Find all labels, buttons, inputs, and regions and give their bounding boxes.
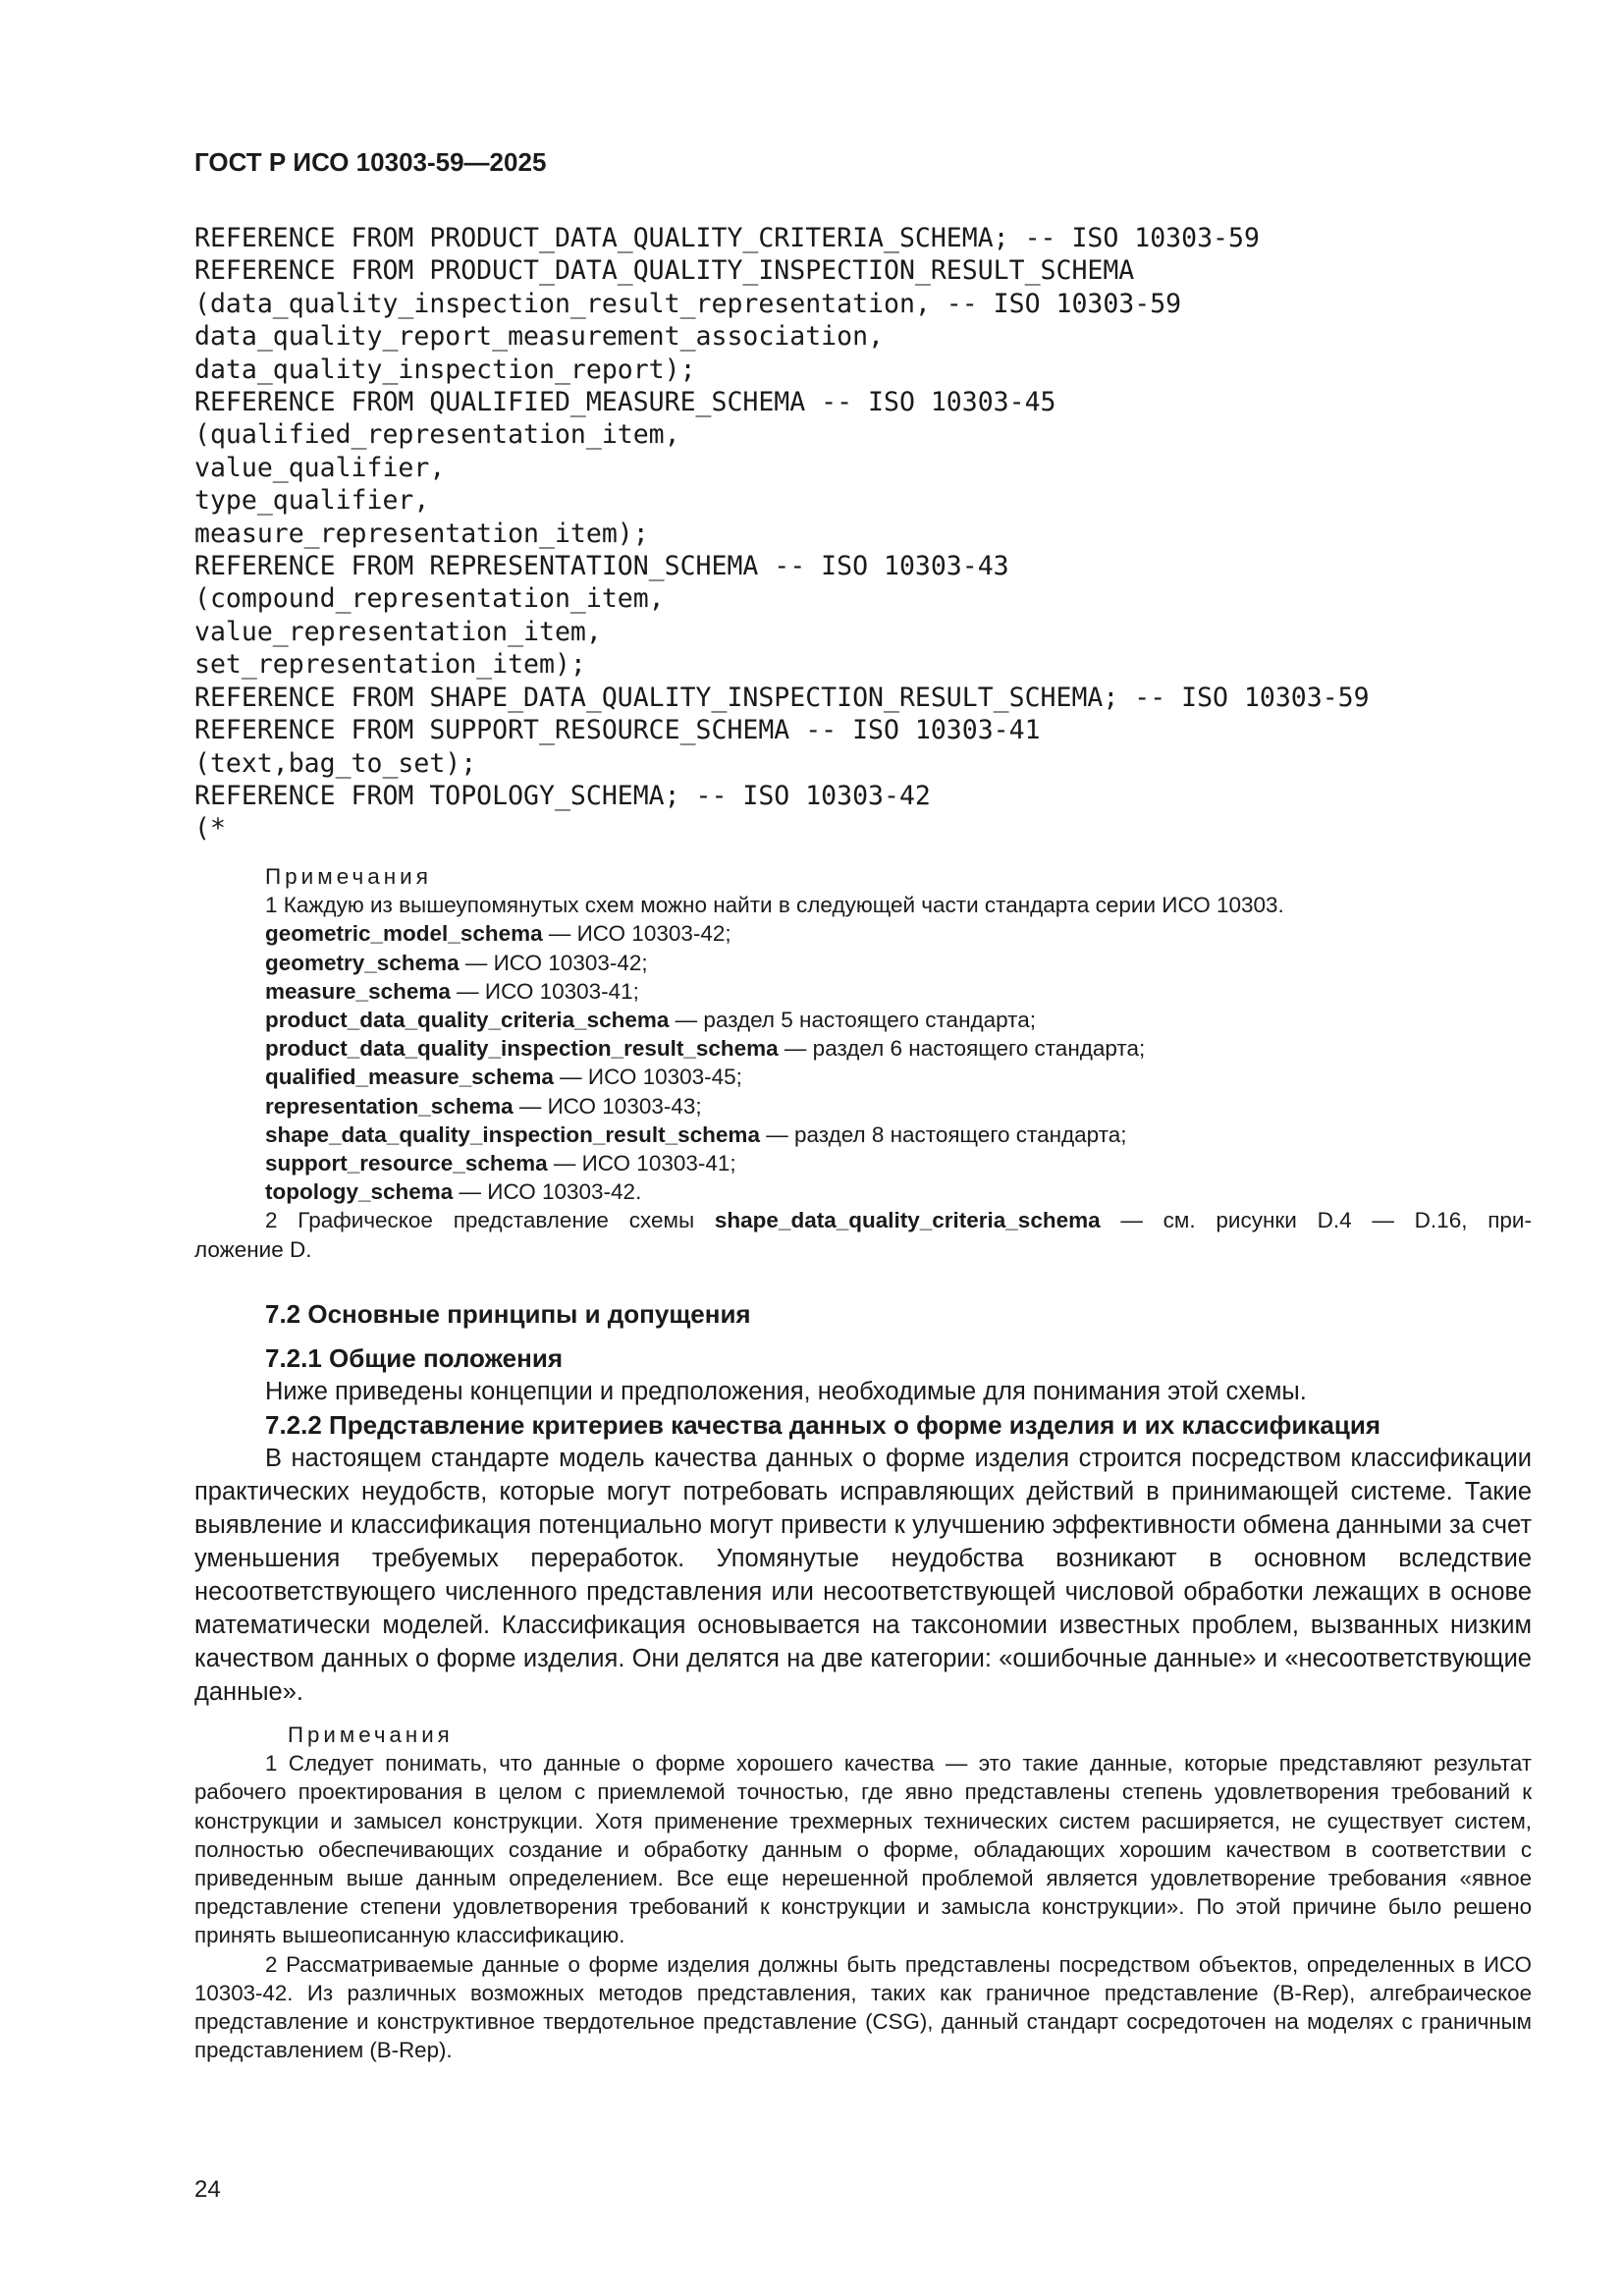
note-2 [265,1206,1532,1234]
schema-name: topology_schema [265,1179,454,1205]
schema-ref: — ИСО 10303-41; [450,978,639,1004]
notes-title: Примечания [288,1722,454,1747]
schema-name: shape_data_quality_inspection_result_schema [265,1121,760,1147]
code-line: REFERENCE FROM REPRESENTATION_SCHEMA -- ISO 10303-43 [194,551,1009,582]
section-notes [194,1721,1532,2064]
schema-name: geometry_schema [265,950,460,975]
schema-name: geometric_model_schema [265,921,543,947]
schema-name: product_data_quality_inspection_result_schema [265,1036,779,1062]
schema-ref-item [265,1034,1532,1063]
schema-name: qualified_measure_schema [265,1065,554,1090]
code-line: value_representation_item, [194,616,602,647]
schema-ref: — ИСО 10303-42; [542,921,731,947]
schema-ref: — ИСО 10303-42; [459,950,648,975]
section-heading-7-2-1: 7.2.1 Общие положения [265,1343,563,1373]
code-line: REFERENCE FROM TOPOLOGY_SCHEMA; -- ISO 10303-42 [194,780,931,811]
schema-ref: — раздел 5 настоящего стандарта; [669,1008,1036,1033]
code-line: (compound_representation_item, [194,583,665,615]
schema-ref-item [265,1177,1532,1206]
schema-ref: — ИСО 10303-41; [547,1151,736,1176]
code-line: data_quality_report_measurement_association, [194,321,884,353]
code-line: (qualified_representation_item, [194,419,680,451]
schema-ref-item [265,1149,1532,1177]
schema-ref: — ИСО 10303-43; [513,1093,702,1119]
schema-ref: — ИСО 10303-45; [553,1065,742,1090]
schema-ref-item [265,1092,1532,1121]
code-line: REFERENCE FROM PRODUCT_DATA_QUALITY_INSPECTION_RESULT_SCHEMA [194,255,1135,287]
section-7-2-1-text: Ниже приведены концепции и предположения, необходимые для понимания этой схемы. [265,1378,1307,1405]
code-line: (text,bag_to_set); [194,747,477,779]
note-2-schema-name: shape_data_quality_criteria_schema [714,1208,1101,1233]
schema-ref-item [265,1006,1532,1034]
schema-name: representation_schema [265,1093,514,1119]
express-code-block [194,222,1471,846]
document-header: ГОСТ Р ИСО 10303-59—2025 [194,147,547,177]
code-line: (data_quality_inspection_result_representation, -- ISO 10303-59 [194,288,1182,319]
notes-title: Примечания [265,864,432,889]
section-7-2-2-text: В настоящем стандарте модель качества данных о форме изделия строится посредством классификации практических неудобств, которые могут потребовать исправляющих действий в принимающей системе. Такие выявление и классификация потенциально могут привести к улучшению эффективности обмена данными за счет уменьшения требуемых переработок. Упомянутые неудобства возникают в основном вследствие несоответствующего численного представления или несоответствующей числовой обработки лежащих в основе математически моделей. Классификация основывается на таксономии известных проблем, вызванных низким качеством данных о форме изделия. Они делятся на две категории: «ошибочные данные» и «несоответствующие данные». [194,1445,1532,1706]
note-2: 2 Рассматриваемые данные о форме изделия должны быть представлены посредством объектов, определенных в ИСО 10303-42. Из различных возможных методов представления, таких как граничное представление (B-Rep), алгебраическое представление и конструктивное твердотельное представление (CSG), данный стандарт сосредоточен на моделях с граничным представлением (B-Rep). [194,1951,1532,2063]
schema-notes [194,862,1532,1264]
schema-ref-item [265,949,1532,977]
code-line: value_qualifier, [194,452,446,483]
code-line: (* [194,813,226,845]
code-line: data_quality_inspection_report); [194,354,696,385]
section-7-2 [194,1296,1532,2064]
schema-ref-item [265,1063,1532,1091]
code-line: REFERENCE FROM SHAPE_DATA_QUALITY_INSPECTION_RESULT_SCHEMA; -- ISO 10303-59 [194,682,1370,713]
note-1-intro: 1 Каждую из вышеупомянутых схем можно найти в следующей части стандарта серии ИСО 10303. [265,893,1284,918]
section-heading-7-2-2: 7.2.2 Представление критериев качества данных о форме изделия и их классификация [265,1410,1381,1440]
code-line: set_representation_item); [194,649,586,681]
code-line: REFERENCE FROM PRODUCT_DATA_QUALITY_CRITERIA_SCHEMA; -- ISO 10303-59 [194,223,1260,253]
code-line: REFERENCE FROM QUALIFIED_MEASURE_SCHEMA -- ISO 10303-45 [194,387,1056,418]
schema-name: measure_schema [265,978,451,1004]
note-2-continuation: ложение D. [194,1236,312,1262]
code-line: measure_representation_item); [194,518,649,549]
section-heading-7-2: 7.2 Основные принципы и допущения [265,1299,751,1329]
schema-ref-item [265,1121,1532,1149]
schema-ref: — раздел 8 настоящего стандарта; [759,1121,1127,1147]
code-line: type_qualifier, [194,485,430,517]
schema-name: support_resource_schema [265,1151,548,1176]
schema-ref-item [265,977,1532,1006]
code-line: REFERENCE FROM SUPPORT_RESOURCE_SCHEMA -- ISO 10303-41 [194,715,1041,746]
schema-ref: — ИСО 10303-42. [453,1179,642,1205]
schema-ref-item [265,919,1532,948]
schema-name: product_data_quality_criteria_schema [265,1008,670,1033]
page-number: 24 [194,2176,221,2203]
note-2-prefix: 2 Графическое представление схемы [265,1208,715,1233]
note-1: 1 Следует понимать, что данные о форме хорошего качества — это такие данные, которые представляют результат рабочего проектирования в целом с приемлемой точностью, где явно представлены степень удовлетворения требований к конструкции и замысел конструкции. Хотя применение трехмерных технических систем расширяется, не существует систем, полностью обеспечивающих создание и обработку данным о форме, обладающих хорошим качеством в соответствии с приведенным выше данным определением. Все еще нерешенной проблемой является удовлетворение требования «явное представление степени удовлетворения требований к конструкции и замысла конструкции». По этой причине было решено принять вышеописанную классификацию. [194,1751,1532,1948]
schema-ref: — раздел 6 настоящего стандарта; [778,1036,1146,1062]
note-2-suffix: — см. рисунки D.4 — D.16, при- [1100,1208,1532,1233]
